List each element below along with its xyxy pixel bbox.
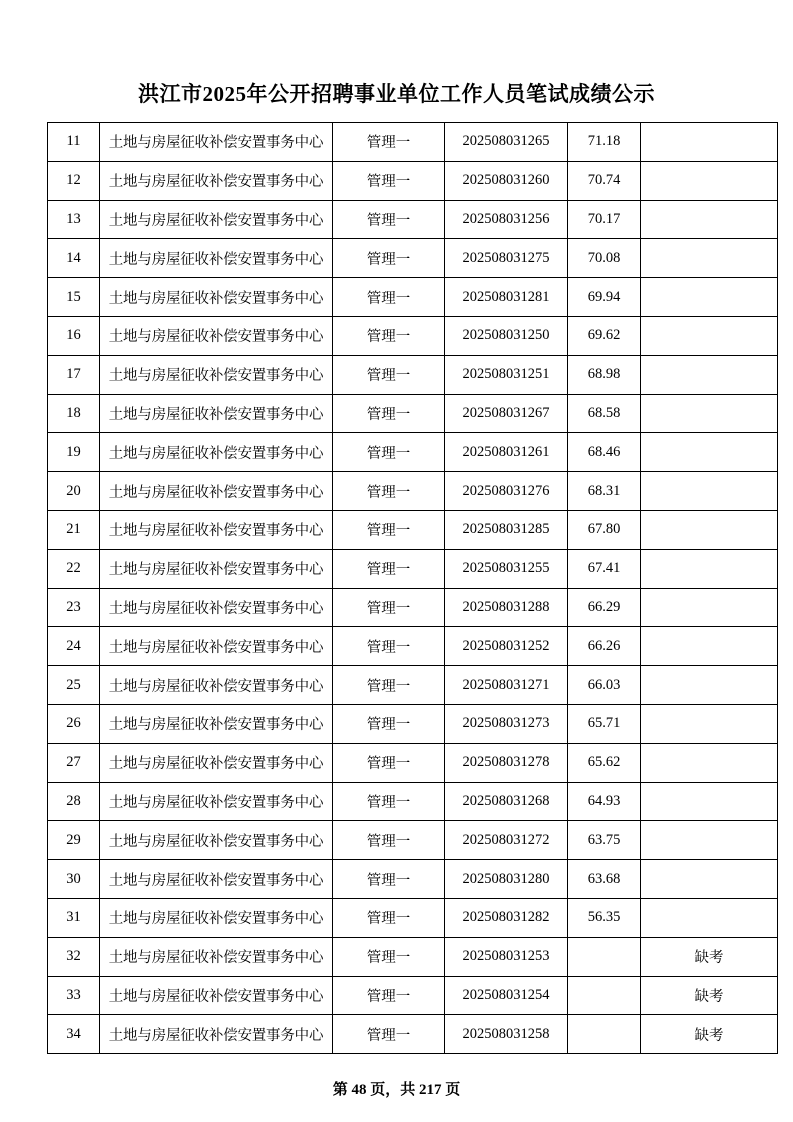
cell-unit: 土地与房屋征收补偿安置事务中心 — [100, 821, 333, 860]
page-footer: 第 48 页，共 217 页 — [332, 1082, 461, 1098]
cell-post: 管理一 — [333, 937, 445, 976]
cell-unit: 土地与房屋征收补偿安置事务中心 — [100, 588, 333, 627]
cell-admission-id: 202508031268 — [445, 782, 568, 821]
cell-note — [641, 472, 778, 511]
cell-post: 管理一 — [333, 161, 445, 200]
cell-unit: 土地与房屋征收补偿安置事务中心 — [100, 1015, 333, 1054]
cell-index: 28 — [48, 782, 100, 821]
table-row — [48, 239, 778, 278]
page-title: 洪江市2025年公开招聘事业单位工作人员笔试成绩公示 — [138, 82, 655, 106]
cell-note — [641, 743, 778, 782]
cell-admission-id: 202508031251 — [445, 355, 568, 394]
cell-unit: 土地与房屋征收补偿安置事务中心 — [100, 316, 333, 355]
cell-admission-id: 202508031250 — [445, 316, 568, 355]
cell-admission-id: 202508031285 — [445, 510, 568, 549]
cell-score: 67.80 — [568, 510, 641, 549]
cell-post: 管理一 — [333, 472, 445, 511]
cell-note — [641, 510, 778, 549]
cell-index: 18 — [48, 394, 100, 433]
cell-note — [641, 200, 778, 239]
cell-unit: 土地与房屋征收补偿安置事务中心 — [100, 123, 333, 162]
cell-unit: 土地与房屋征收补偿安置事务中心 — [100, 549, 333, 588]
cell-note — [641, 239, 778, 278]
table-row — [48, 278, 778, 317]
table-row — [48, 549, 778, 588]
cell-score: 64.93 — [568, 782, 641, 821]
cell-post: 管理一 — [333, 627, 445, 666]
cell-score: 68.31 — [568, 472, 641, 511]
cell-score — [568, 976, 641, 1015]
cell-post: 管理一 — [333, 123, 445, 162]
cell-post: 管理一 — [333, 239, 445, 278]
cell-index: 20 — [48, 472, 100, 511]
cell-note — [641, 898, 778, 937]
cell-admission-id: 202508031256 — [445, 200, 568, 239]
cell-unit: 土地与房屋征收补偿安置事务中心 — [100, 704, 333, 743]
cell-index: 29 — [48, 821, 100, 860]
cell-admission-id: 202508031261 — [445, 433, 568, 472]
table-row — [48, 898, 778, 937]
table-row — [48, 821, 778, 860]
cell-index: 27 — [48, 743, 100, 782]
cell-post: 管理一 — [333, 355, 445, 394]
cell-score: 69.94 — [568, 278, 641, 317]
cell-index: 32 — [48, 937, 100, 976]
cell-index: 34 — [48, 1015, 100, 1054]
cell-index: 13 — [48, 200, 100, 239]
table-row — [48, 355, 778, 394]
cell-note — [641, 433, 778, 472]
cell-admission-id: 202508031276 — [445, 472, 568, 511]
cell-unit: 土地与房屋征收补偿安置事务中心 — [100, 782, 333, 821]
table-row — [48, 472, 778, 511]
cell-score: 71.18 — [568, 123, 641, 162]
cell-score: 68.58 — [568, 394, 641, 433]
cell-index: 21 — [48, 510, 100, 549]
cell-index: 23 — [48, 588, 100, 627]
cell-index: 15 — [48, 278, 100, 317]
cell-post: 管理一 — [333, 782, 445, 821]
cell-note — [641, 860, 778, 899]
cell-unit: 土地与房屋征收补偿安置事务中心 — [100, 239, 333, 278]
cell-score: 68.46 — [568, 433, 641, 472]
cell-note — [641, 704, 778, 743]
cell-post: 管理一 — [333, 549, 445, 588]
cell-admission-id: 202508031288 — [445, 588, 568, 627]
cell-score: 70.17 — [568, 200, 641, 239]
cell-score: 69.62 — [568, 316, 641, 355]
cell-score: 70.74 — [568, 161, 641, 200]
score-table-body — [48, 123, 778, 1054]
table-row — [48, 860, 778, 899]
cell-score: 66.26 — [568, 627, 641, 666]
cell-index: 19 — [48, 433, 100, 472]
cell-admission-id: 202508031258 — [445, 1015, 568, 1054]
cell-unit: 土地与房屋征收补偿安置事务中心 — [100, 937, 333, 976]
cell-score: 65.62 — [568, 743, 641, 782]
cell-index: 16 — [48, 316, 100, 355]
cell-admission-id: 202508031267 — [445, 394, 568, 433]
cell-post: 管理一 — [333, 316, 445, 355]
table-row — [48, 123, 778, 162]
table-row — [48, 743, 778, 782]
score-table-container — [0, 122, 793, 1054]
table-row — [48, 976, 778, 1015]
table-row — [48, 161, 778, 200]
cell-index: 25 — [48, 666, 100, 705]
table-row — [48, 666, 778, 705]
cell-index: 26 — [48, 704, 100, 743]
cell-unit: 土地与房屋征收补偿安置事务中心 — [100, 510, 333, 549]
cell-note — [641, 666, 778, 705]
cell-score: 68.98 — [568, 355, 641, 394]
table-row — [48, 433, 778, 472]
score-table — [47, 122, 778, 1054]
table-row — [48, 782, 778, 821]
cell-note — [641, 782, 778, 821]
cell-admission-id: 202508031252 — [445, 627, 568, 666]
cell-admission-id: 202508031273 — [445, 704, 568, 743]
cell-unit: 土地与房屋征收补偿安置事务中心 — [100, 743, 333, 782]
cell-note — [641, 821, 778, 860]
cell-admission-id: 202508031281 — [445, 278, 568, 317]
cell-note — [641, 161, 778, 200]
cell-unit: 土地与房屋征收补偿安置事务中心 — [100, 860, 333, 899]
cell-index: 31 — [48, 898, 100, 937]
cell-post: 管理一 — [333, 860, 445, 899]
cell-admission-id: 202508031255 — [445, 549, 568, 588]
table-row — [48, 627, 778, 666]
table-row — [48, 200, 778, 239]
cell-admission-id: 202508031280 — [445, 860, 568, 899]
table-row — [48, 1015, 778, 1054]
table-row — [48, 937, 778, 976]
cell-admission-id: 202508031254 — [445, 976, 568, 1015]
cell-index: 24 — [48, 627, 100, 666]
cell-unit: 土地与房屋征收补偿安置事务中心 — [100, 472, 333, 511]
cell-score — [568, 937, 641, 976]
cell-post: 管理一 — [333, 704, 445, 743]
cell-unit: 土地与房屋征收补偿安置事务中心 — [100, 278, 333, 317]
cell-note — [641, 588, 778, 627]
cell-index: 12 — [48, 161, 100, 200]
cell-index: 22 — [48, 549, 100, 588]
cell-unit: 土地与房屋征收补偿安置事务中心 — [100, 976, 333, 1015]
cell-admission-id: 202508031271 — [445, 666, 568, 705]
cell-score: 67.41 — [568, 549, 641, 588]
cell-unit: 土地与房屋征收补偿安置事务中心 — [100, 433, 333, 472]
cell-note — [641, 355, 778, 394]
cell-admission-id: 202508031278 — [445, 743, 568, 782]
cell-score: 56.35 — [568, 898, 641, 937]
cell-admission-id: 202508031272 — [445, 821, 568, 860]
cell-score: 70.08 — [568, 239, 641, 278]
cell-admission-id: 202508031253 — [445, 937, 568, 976]
cell-note — [641, 549, 778, 588]
cell-note — [641, 123, 778, 162]
cell-post: 管理一 — [333, 898, 445, 937]
cell-post: 管理一 — [333, 200, 445, 239]
cell-unit: 土地与房屋征收补偿安置事务中心 — [100, 627, 333, 666]
cell-note: 缺考 — [641, 937, 778, 976]
cell-post: 管理一 — [333, 588, 445, 627]
cell-score: 63.68 — [568, 860, 641, 899]
cell-post: 管理一 — [333, 743, 445, 782]
cell-post: 管理一 — [333, 510, 445, 549]
cell-unit: 土地与房屋征收补偿安置事务中心 — [100, 394, 333, 433]
cell-score: 66.03 — [568, 666, 641, 705]
cell-note — [641, 627, 778, 666]
cell-admission-id: 202508031275 — [445, 239, 568, 278]
cell-unit: 土地与房屋征收补偿安置事务中心 — [100, 161, 333, 200]
table-row — [48, 394, 778, 433]
cell-unit: 土地与房屋征收补偿安置事务中心 — [100, 666, 333, 705]
table-row — [48, 588, 778, 627]
cell-unit: 土地与房屋征收补偿安置事务中心 — [100, 200, 333, 239]
cell-post: 管理一 — [333, 821, 445, 860]
cell-index: 33 — [48, 976, 100, 1015]
cell-post: 管理一 — [333, 433, 445, 472]
cell-unit: 土地与房屋征收补偿安置事务中心 — [100, 355, 333, 394]
cell-score: 65.71 — [568, 704, 641, 743]
cell-score — [568, 1015, 641, 1054]
cell-index: 17 — [48, 355, 100, 394]
cell-index: 14 — [48, 239, 100, 278]
cell-unit: 土地与房屋征收补偿安置事务中心 — [100, 898, 333, 937]
table-row — [48, 316, 778, 355]
cell-admission-id: 202508031260 — [445, 161, 568, 200]
cell-score: 66.29 — [568, 588, 641, 627]
cell-post: 管理一 — [333, 278, 445, 317]
cell-post: 管理一 — [333, 394, 445, 433]
table-row — [48, 704, 778, 743]
cell-note — [641, 394, 778, 433]
cell-post: 管理一 — [333, 976, 445, 1015]
cell-post: 管理一 — [333, 666, 445, 705]
cell-index: 11 — [48, 123, 100, 162]
cell-admission-id: 202508031282 — [445, 898, 568, 937]
cell-note — [641, 316, 778, 355]
cell-admission-id: 202508031265 — [445, 123, 568, 162]
cell-score: 63.75 — [568, 821, 641, 860]
cell-index: 30 — [48, 860, 100, 899]
cell-note — [641, 278, 778, 317]
cell-note: 缺考 — [641, 976, 778, 1015]
cell-post: 管理一 — [333, 1015, 445, 1054]
table-row — [48, 510, 778, 549]
cell-note: 缺考 — [641, 1015, 778, 1054]
